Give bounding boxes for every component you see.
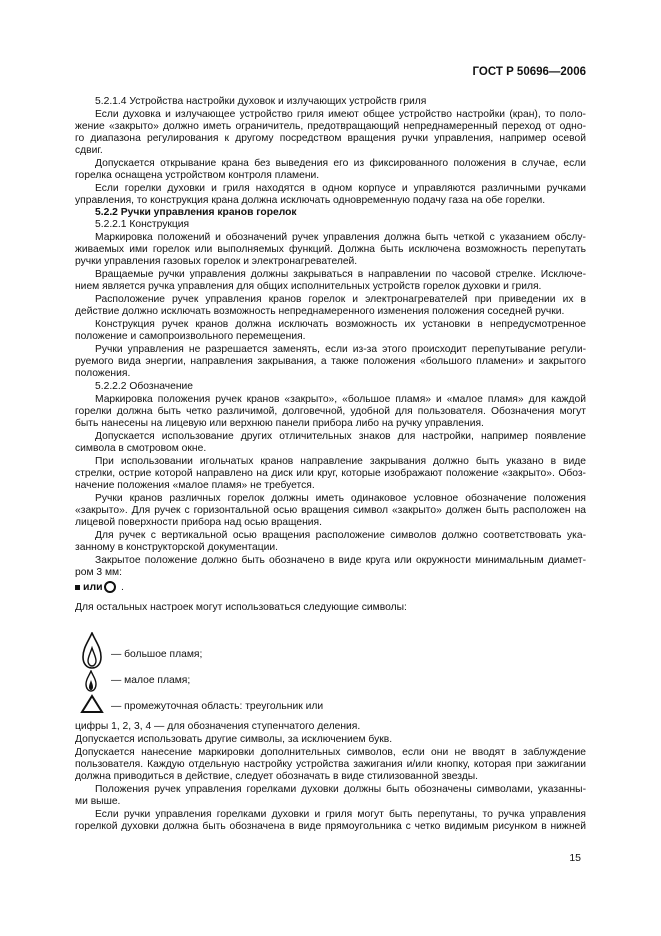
text-line: цифры 1, 2, 3, 4 — для обозначения ступенчатого деления. bbox=[75, 721, 361, 732]
text-line: стрелки, острие которой направлено на диск или круг, которые изображают положение «закрыто». Обоз- bbox=[75, 468, 586, 479]
text-line: быть нанесены на лицевую или верхнюю панели прибора либо на ручку управления. bbox=[75, 418, 484, 429]
text-line: живаемых ими горелок или выполняемых функций. Должна быть исключена возможность перепутать bbox=[75, 244, 586, 255]
text-line: управления, то конструкция крана должна исключать одновременную подачу газа на обе горелки. bbox=[75, 195, 546, 206]
text-line: лицевой поверхности прибора над осью вращения. bbox=[75, 517, 322, 528]
small-flame-icon bbox=[84, 670, 98, 697]
text-line: Ручки управления не разрешается заменять, если из-за этого происходит перепутывание регули- bbox=[95, 344, 586, 355]
closed-symbols-or-label: или bbox=[83, 581, 103, 593]
text-line: Положения ручек управления горелками духовки должны быть обозначены символами, указанны- bbox=[95, 784, 586, 795]
big-flame-label: — большое пламя; bbox=[111, 649, 203, 660]
text-line: Маркировка положения ручек кранов «закрыто», «большое пламя» и «малое пламя» для каждой bbox=[95, 394, 586, 405]
text-line: действие должно исключать возможность непреднамеренного изменения положения соседней ручки. bbox=[75, 306, 565, 317]
text-line: ром 3 мм: bbox=[75, 567, 122, 578]
text-line: горелки должна быть четко различимой, долговечной, удобной для пользователя. Обозначения могут bbox=[75, 406, 586, 417]
text-line: Допускается открывание крана без выведения его из фиксированного положения в случае, если bbox=[95, 158, 586, 169]
text-line: Для остальных настроек могут использоваться следующие символы: bbox=[75, 602, 407, 613]
text-line: 5.2.2.1 Конструкция bbox=[95, 219, 190, 230]
text-line: Ручки кранов различных горелок должны иметь одинаковое условное обозначение положения bbox=[95, 493, 586, 504]
text-line: Если ручки управления горелками духовки и гриля могут быть перепутаны, то ручка управления bbox=[95, 809, 586, 820]
page-number: 15 bbox=[569, 852, 581, 864]
text-line: Маркировка положений и обозначений ручек управления должна быть четкой с указанием обслу- bbox=[95, 232, 586, 243]
text-line: начение положения «малое пламя» не требуется. bbox=[75, 480, 315, 491]
text-line: Допускается использование других отличительных знаков для настройки, например появление bbox=[95, 431, 586, 442]
text-line: жение «закрыто» должно иметь ограничитель, предотвращающий непреднамеренный переход от одно- bbox=[75, 121, 586, 132]
text-line: 5.2.1.4 Устройства настройки духовок и излучающих устройств гриля bbox=[95, 96, 427, 107]
open-circle-icon bbox=[104, 581, 116, 593]
big-flame-icon bbox=[81, 632, 103, 675]
text-line: занному в конструкторской документации. bbox=[75, 542, 278, 553]
text-line: пользователя. Каждую отдельную настройку устройства зажигания и/или кнопку, которая при зажигании bbox=[75, 759, 586, 770]
text-line: Для ручек с вертикальной осью вращения расположение символов должно соответствовать ука- bbox=[95, 530, 586, 541]
text-line: ручки управления газовых горелок и электронагревателей. bbox=[75, 256, 358, 267]
text-line: 5.2.2 Ручки управления кранов горелок bbox=[95, 207, 297, 218]
text-line: символа в смотровом окне. bbox=[75, 443, 207, 454]
text-line: Конструкция ручек кранов должна исключать возможность их установки в непредусмотренное bbox=[95, 319, 586, 330]
text-line: должна приводиться в действие, следует обозначать в виде стилизованной звезды. bbox=[75, 771, 478, 782]
triangle-icon bbox=[80, 694, 104, 719]
text-line: положение и самопроизвольного перемещения. bbox=[75, 331, 306, 342]
text-line: 5.2.2.2 Обозначение bbox=[95, 381, 194, 392]
text-line: Если духовка и излучающее устройство гриля имеют общее устройство настройки (кран), то поло- bbox=[95, 109, 586, 120]
document-header: ГОСТ Р 50696—2006 bbox=[472, 66, 586, 78]
text-line: Вращаемые ручки управления должны закрываться в направлении по часовой стрелке. Исключе- bbox=[95, 269, 586, 280]
text-line: Если горелки духовки и гриля находятся в одном корпусе и управляются различными ручками bbox=[95, 183, 586, 194]
text-line: ми выше. bbox=[75, 796, 121, 807]
text-line: Расположение ручек управления кранов горелок и электронагревателей при приведении их в bbox=[95, 294, 586, 305]
text-line: Допускается использовать другие символы, за исключением букв. bbox=[75, 734, 393, 745]
filled-square-icon bbox=[75, 585, 80, 590]
text-line: горелка оснащена устройством контроля пламени. bbox=[75, 170, 320, 181]
text-line: горелкой духовки должна быть обозначена в виде прямоугольника с четко видимым рисунком в нижней bbox=[75, 821, 586, 832]
text-line: Закрытое положение должно быть обозначено в виде круга или окружности минимальным диамет- bbox=[95, 555, 586, 566]
text-line: сдвиг. bbox=[75, 145, 103, 156]
text-line: нием является ручка управления для общих исполнительных устройств горелок духовки и гриля. bbox=[75, 281, 542, 292]
text-line: положения. bbox=[75, 368, 131, 379]
text-line: «закрыто». Для ручек с горизонтальной осью вращения символ «закрыто» должен быть расположен на bbox=[75, 505, 586, 516]
text-line: Допускается нанесение маркировки дополнительных символов, если они не вводят в заблуждение bbox=[75, 747, 586, 758]
small-flame-label: — малое пламя; bbox=[111, 675, 191, 686]
text-line: При использовании игольчатых кранов направление закрывания должно быть указано в виде bbox=[95, 456, 586, 467]
closed-symbols-row bbox=[75, 581, 145, 595]
text-line: руемого вида энергии, направления закрывания, а также положения «большого пламени» и закрытого bbox=[75, 356, 586, 367]
closed-symbols-period: . bbox=[121, 581, 124, 593]
triangle-label: — промежуточная область: треугольник или bbox=[111, 701, 324, 712]
text-line: го диапазона регулирования к другому посредством вращения ручки управления, например осевой bbox=[75, 133, 586, 144]
